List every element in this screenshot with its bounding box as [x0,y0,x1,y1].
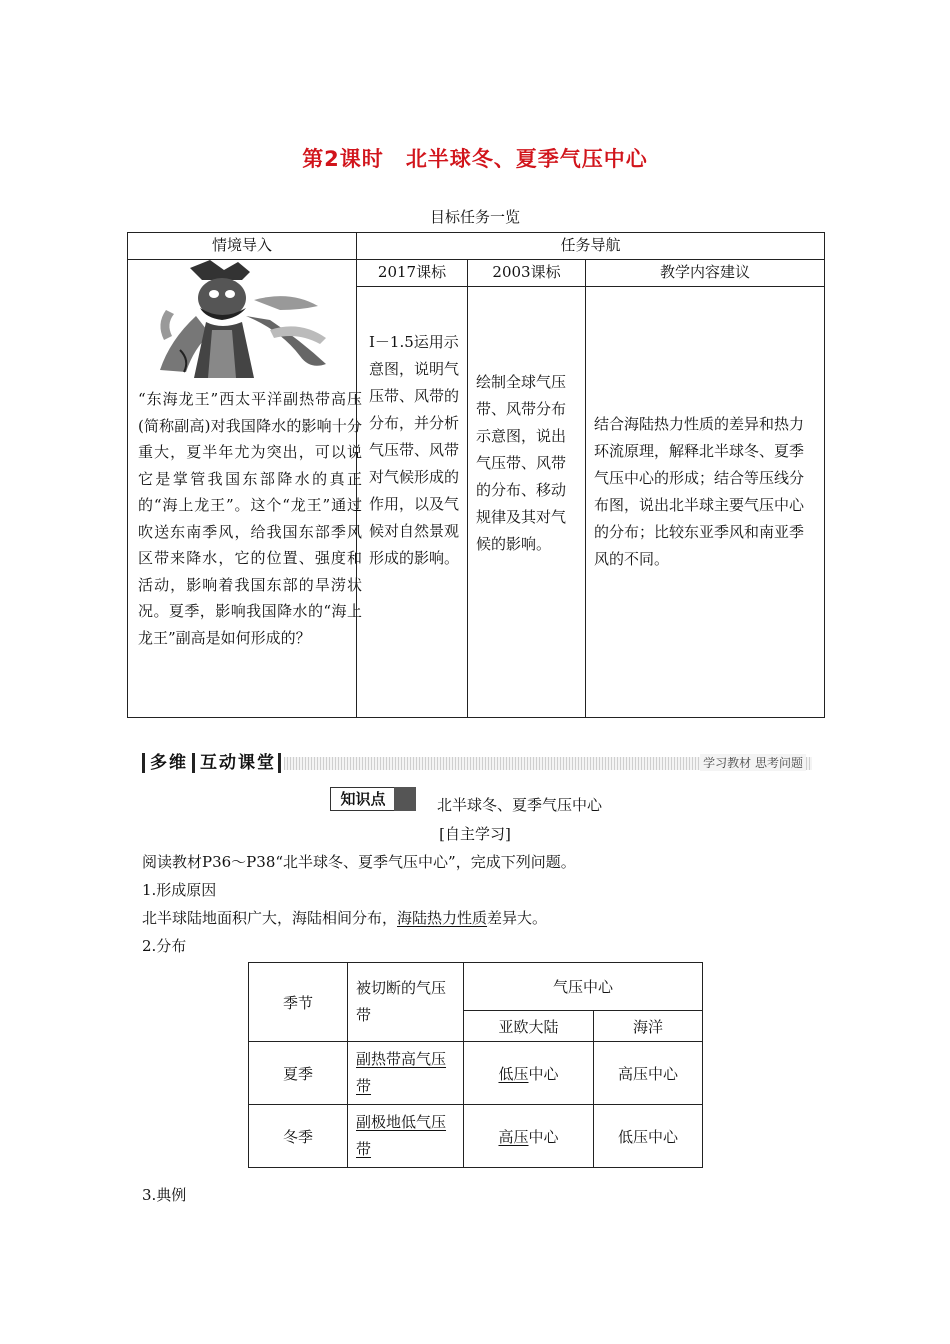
header-advice: 教学内容建议 [586,260,825,287]
header-belt: 被切断的气压带 [348,963,464,1042]
advice-cell [586,287,825,718]
cause-underlined: 海陆热力性质 [397,909,488,927]
knowledge-tag-label: 知识点 [330,787,396,811]
section-banner [142,751,812,775]
std-2003-cell [468,287,586,718]
knowledge-tag-block [394,787,416,811]
header-2017: 2017课标 [357,260,468,287]
std-2003-text: 绘制全球气压带、风带分布示意图，说出气压带、风带的分布、移动规律及其对气候的影响。 [476,373,567,553]
heading-distribution: 2.分布 [142,937,187,955]
banner-label-a: 多维 [150,753,188,773]
situation-text: “东海龙王”西太平洋副热带高压(简称副高)对我国降水的影响十分重大，夏半年尤为突出，可以说它是掌管我国东部降水的真正的“海上龙王”。这个“龙王”通过吹送东南季风，给我国东部季风区带来降水，它的位置、强度和活动，影响着我国东部的旱涝状况。夏季，影响我国降水的“海上龙王”副高是如何形成的？ [138,390,362,647]
header-task: 任务导航 [357,233,825,260]
banner-right-text: 学习教材 思考问题 [700,754,806,771]
page-title [0,143,950,173]
goal-caption: 目标任务一览 [429,208,520,226]
lesson-topic: 北半球冬、夏季气压中心 [405,147,648,171]
banner-label-b: 互动课堂 [200,753,276,773]
header-2003: 2003课标 [468,260,586,287]
dragon-king-illustration [150,260,334,378]
advice-text: 结合海陆热力性质的差异和热力环流原理，解释北半球冬、夏季气压中心的形成；结合等压线分布图，说出北半球主要气压中心的分布；比较东亚季风和南亚季风的不同。 [594,415,805,568]
study-mode: [自主学习] [439,825,511,843]
header-ocean: 海洋 [594,1011,703,1042]
std-2017-text: Ⅰ－1.5运用示意图，说明气压带、风带的分布，并分析气压带、风带对气候形成的作用，以及气候对自然景观形成的影响。 [369,333,460,567]
header-center: 气压中心 [464,963,703,1011]
header-eurasia: 亚欧大陆 [464,1011,594,1042]
header-situation: 情境导入 [128,233,357,260]
heading-cause: 1.形成原因 [142,881,217,899]
knowledge-tag [330,787,416,811]
std-2017-cell [357,287,468,718]
distribution-table [248,962,703,1168]
cause-text: 北半球陆地面积广大，海陆相间分布，海陆热力性质差异大。 [142,909,548,927]
table-row: 夏季 副热带高气压 带 低压中心 高压中心 [249,1042,703,1105]
lesson-number: 第2课时 [302,147,384,171]
table-row: 冬季 副极地低气压 带 高压中心 低压中心 [249,1105,703,1168]
intro-text: 阅读教材P36～P38“北半球冬、夏季气压中心”，完成下列问题。 [142,853,576,871]
header-season: 季节 [249,963,348,1042]
heading-example: 3.典例 [142,1186,187,1204]
situation-cell [128,260,362,718]
knowledge-title: 北半球冬、夏季气压中心 [437,796,603,814]
goal-table [127,232,825,718]
